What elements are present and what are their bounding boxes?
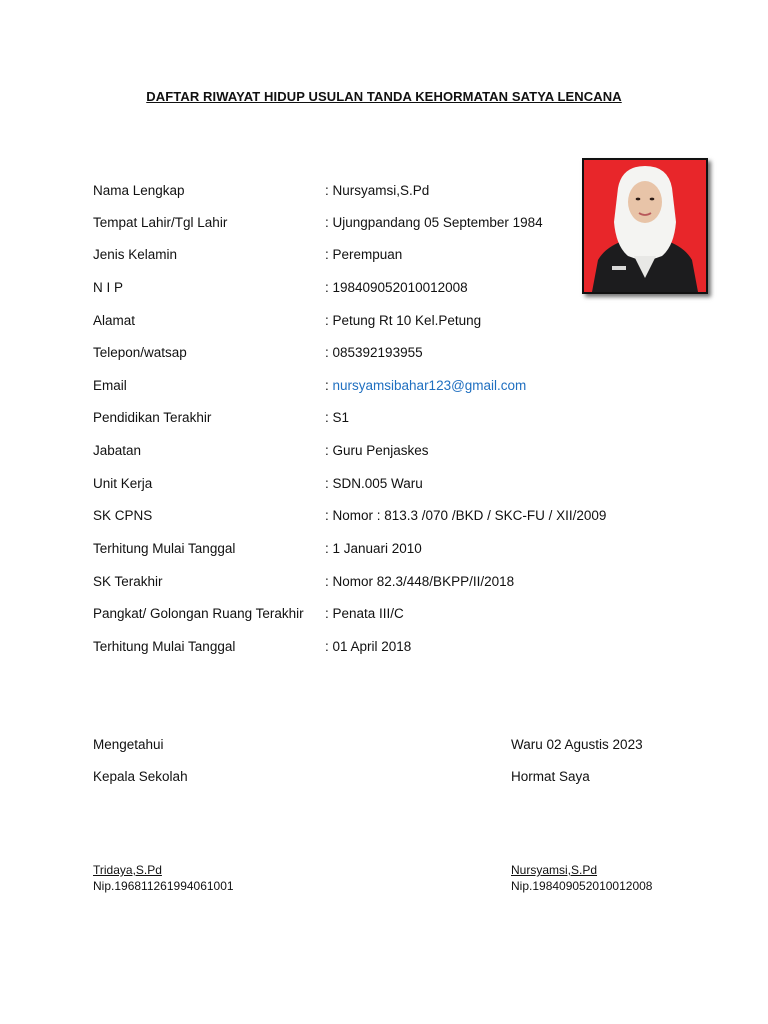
field-value: : Nomor : 813.3 /070 /BKD / SKC-FU / XII/2009 — [325, 508, 607, 523]
email-separator: : — [325, 378, 333, 393]
signature-left-name: Tridaya,S.Pd — [93, 863, 162, 877]
field-value: : 085392193955 — [325, 345, 423, 360]
field-row-jenis-kelamin — [93, 247, 573, 267]
field-label: Jenis Kelamin — [93, 247, 178, 262]
field-value: : 198409052010012008 — [325, 280, 468, 295]
field-label: Terhitung Mulai Tanggal — [93, 639, 236, 654]
field-label: Tempat Lahir/Tgl Lahir — [93, 215, 228, 230]
field-value: : Ujungpandang 05 September 1984 — [325, 215, 543, 230]
field-value: : SDN.005 Waru — [325, 476, 423, 491]
signature-left-nip: Nip.196811261994061001 — [93, 879, 234, 893]
field-label: Alamat — [93, 313, 136, 328]
field-label: SK CPNS — [93, 508, 153, 523]
signature-right-name: Nursyamsi,S.Pd — [511, 863, 598, 877]
field-row-tmt-cpns — [93, 541, 573, 561]
field-value: : Nomor 82.3/448/BKPP/II/2018 — [325, 574, 515, 589]
field-value: : Guru Penjaskes — [325, 443, 429, 458]
field-value: : Nursyamsi,S.Pd — [325, 183, 430, 198]
field-row-alamat — [93, 313, 573, 333]
field-row-nama-lengkap — [93, 183, 573, 203]
field-row-sk-cpns — [93, 508, 607, 528]
field-value: : Penata III/C — [325, 606, 404, 621]
signature-right-line1: Waru 02 Agustis 2023 — [511, 737, 643, 752]
field-label: Nama Lengkap — [93, 183, 185, 198]
field-label: Pangkat/ Golongan Ruang Terakhir — [93, 606, 304, 621]
field-value: : 1 Januari 2010 — [325, 541, 422, 556]
signature-left-line2: Kepala Sekolah — [93, 769, 188, 784]
field-row-sk-terakhir — [93, 574, 573, 594]
field-label: Pendidikan Terakhir — [93, 410, 212, 425]
field-value: : Perempuan — [325, 247, 403, 262]
field-value — [325, 378, 526, 393]
field-row-jabatan — [93, 443, 573, 463]
field-label: Email — [93, 378, 127, 393]
field-label: Terhitung Mulai Tanggal — [93, 541, 236, 556]
document-title: DAFTAR RIWAYAT HIDUP USULAN TANDA KEHORMATAN SATYA LENCANA — [146, 89, 622, 104]
field-label: Unit Kerja — [93, 476, 153, 491]
field-row-pangkat-golongan — [93, 606, 573, 626]
field-row-nip — [93, 280, 573, 300]
signature-left-line1: Mengetahui — [93, 737, 164, 752]
email-link[interactable]: nursyamsibahar123@gmail.com — [332, 378, 527, 393]
profile-photo — [582, 158, 708, 294]
field-label: N I P — [93, 280, 124, 295]
field-row-tmt-terakhir — [93, 639, 573, 659]
field-label: SK Terakhir — [93, 574, 163, 589]
field-row-telepon — [93, 345, 573, 365]
field-row-tempat-tgl-lahir — [93, 215, 573, 235]
field-label: Jabatan — [93, 443, 142, 458]
field-value: : S1 — [325, 410, 350, 425]
field-row-pendidikan — [93, 410, 573, 430]
field-value: : 01 April 2018 — [325, 639, 412, 654]
signature-right-line2: Hormat Saya — [511, 769, 590, 784]
field-row-email — [93, 378, 573, 398]
signature-right-nip: Nip.198409052010012008 — [511, 879, 653, 893]
field-value: : Petung Rt 10 Kel.Petung — [325, 313, 482, 328]
field-row-unit-kerja — [93, 476, 573, 496]
field-label: Telepon/watsap — [93, 345, 187, 360]
